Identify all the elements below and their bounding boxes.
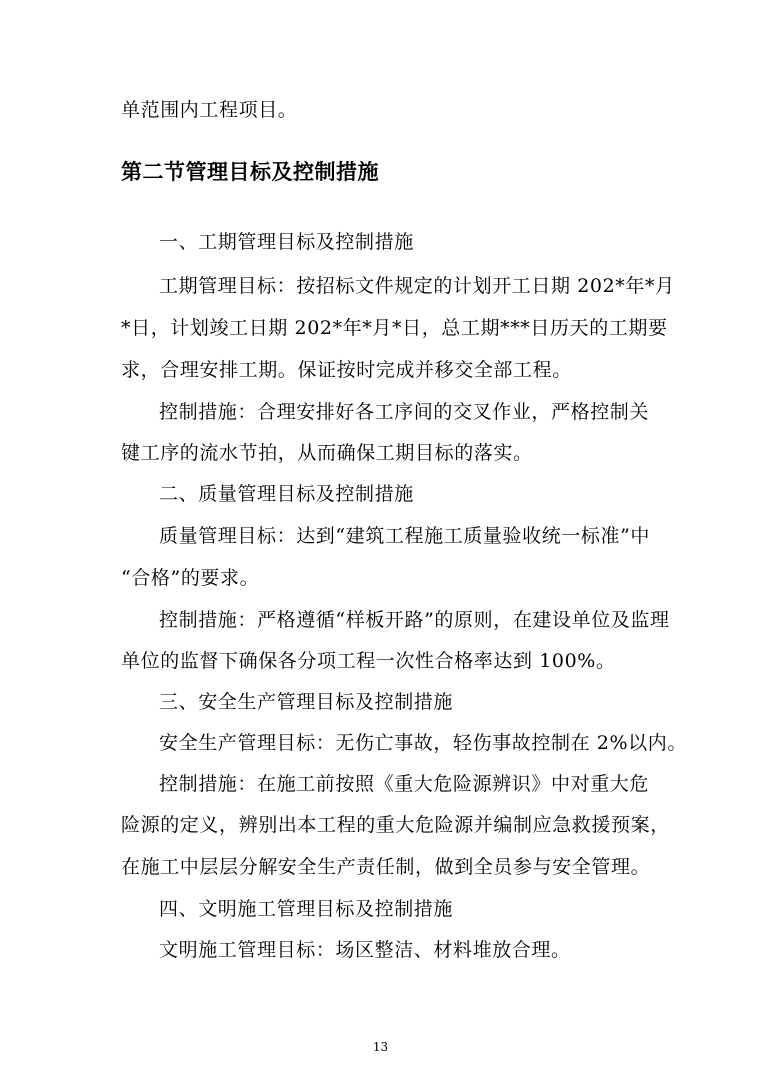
paragraph-line: “合格”的要求。 xyxy=(121,567,260,589)
subsection-heading: 二、质量管理目标及控制措施 xyxy=(159,483,414,505)
paragraph-line: *日，计划竣工日期 202*年*月*日，总工期***日历天的工期要 xyxy=(121,317,668,339)
paragraph-line: 险源的定义，辨别出本工程的重大危险源并编制应急救援预案， xyxy=(121,814,670,836)
paragraph-line: 工期管理目标：按招标文件规定的计划开工日期 202*年*月 xyxy=(159,275,675,297)
page-number: 13 xyxy=(372,1040,389,1054)
subsection-heading: 一、工期管理目标及控制措施 xyxy=(159,231,414,253)
paragraph-line: 单位的监督下确保各分项工程一次性合格率达到 100%。 xyxy=(121,650,616,672)
paragraph-line: 键工序的流水节拍，从而确保工期目标的落实。 xyxy=(121,442,533,464)
paragraph-line: 文明施工管理目标：场区整洁、材料堆放合理。 xyxy=(159,939,571,961)
paragraph-line: 求，合理安排工期。保证按时完成并移交全部工程。 xyxy=(121,359,572,381)
paragraph-line: 控制措施：严格遵循“样板开路”的原则，在建设单位及监理 xyxy=(159,609,670,631)
paragraph-line: 单范围内工程项目。 xyxy=(121,99,298,121)
paragraph-line: 在施工中层层分解安全生产责任制，做到全员参与安全管理。 xyxy=(121,856,651,878)
paragraph-line: 控制措施：合理安排好各工序间的交叉作业，严格控制关 xyxy=(159,401,650,423)
subsection-heading: 四、文明施工管理目标及控制措施 xyxy=(159,898,454,920)
paragraph-line: 质量管理目标：达到“建筑工程施工质量验收统一标准”中 xyxy=(159,525,651,547)
section-heading: 第二节管理目标及控制措施 xyxy=(121,159,379,184)
paragraph-line: 安全生产管理目标：无伤亡事故，轻伤事故控制在 2%以内。 xyxy=(159,732,687,754)
paragraph-line: 控制措施：在施工前按照《重大危险源辨识》中对重大危 xyxy=(159,773,650,795)
subsection-heading: 三、安全生产管理目标及控制措施 xyxy=(159,691,454,713)
